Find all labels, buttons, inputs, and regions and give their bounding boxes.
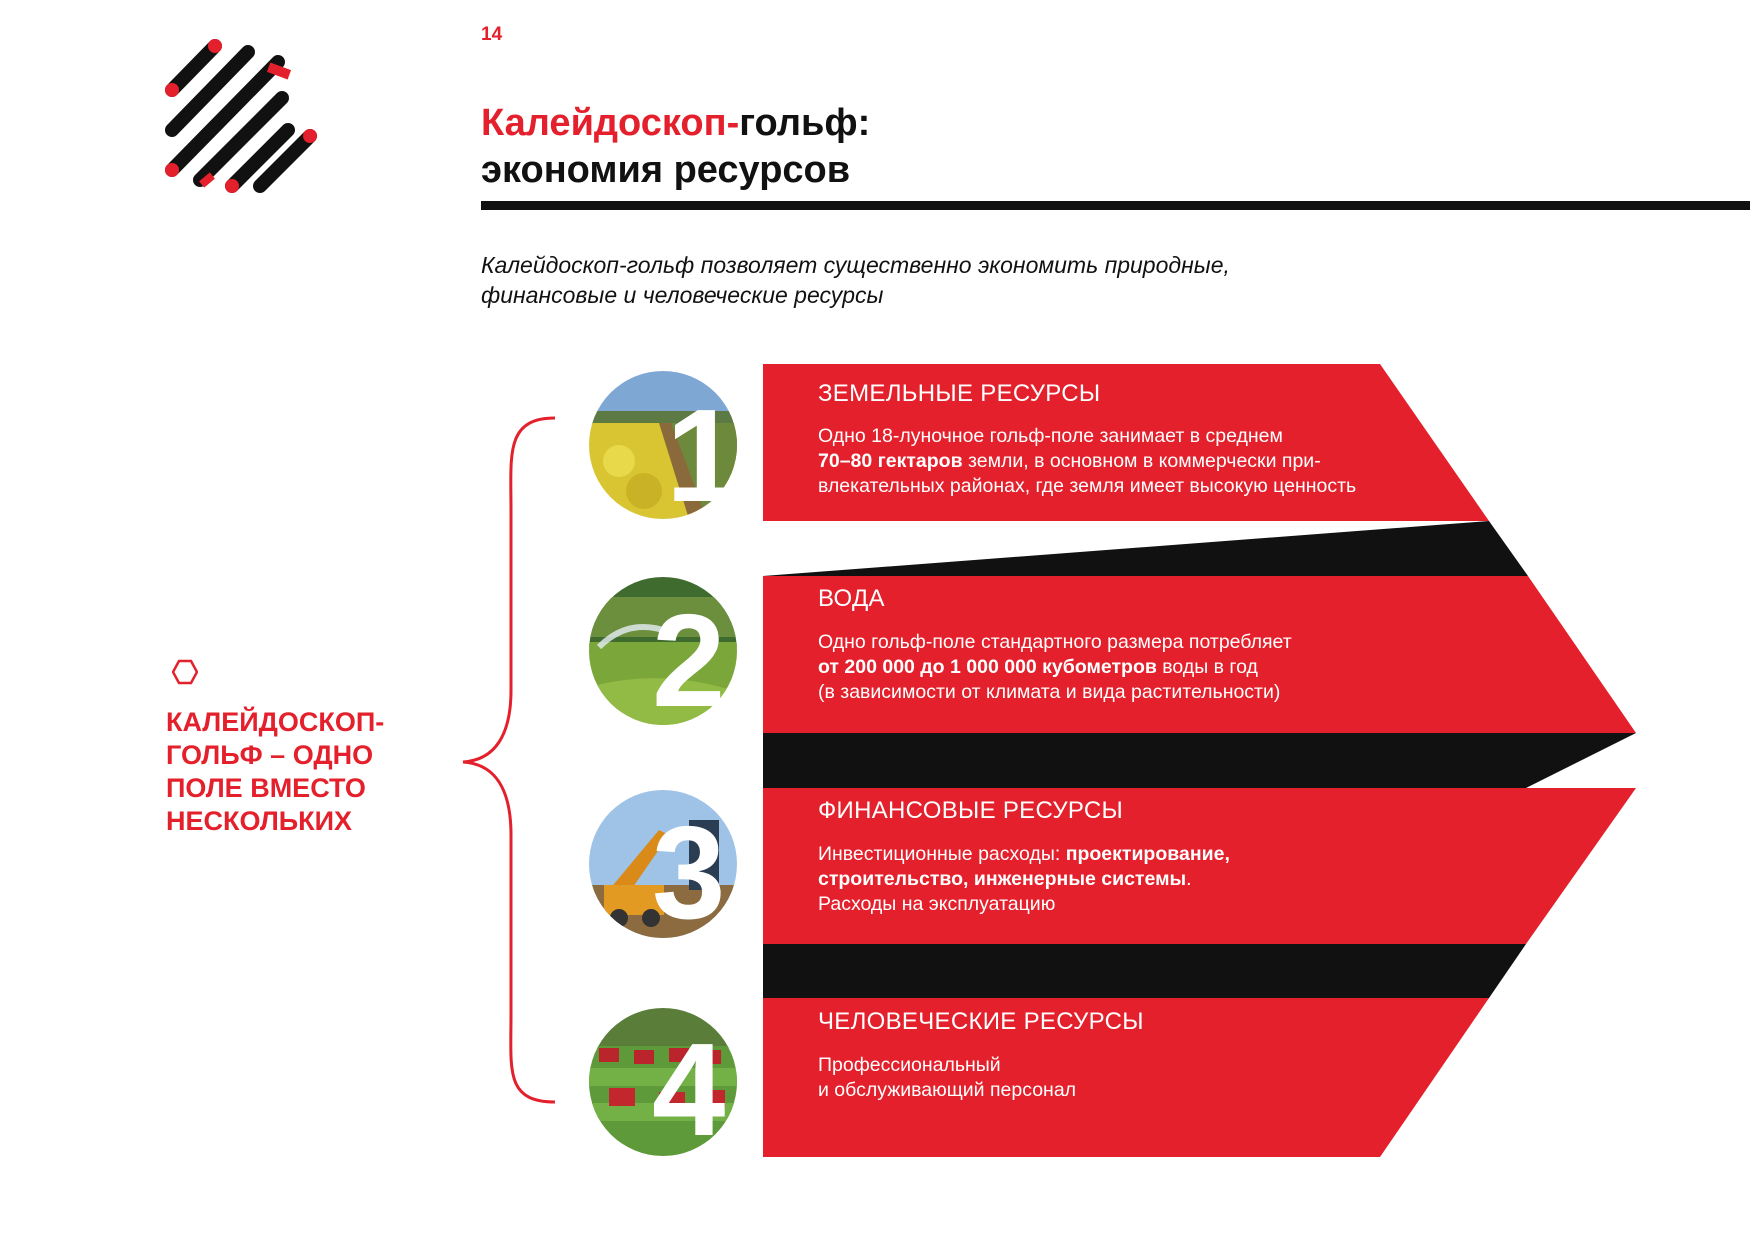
side-callout-line-2: ГОЛЬФ – ОДНО	[166, 740, 374, 770]
subtitle-line-2: финансовые и человеческие ресурсы	[481, 282, 884, 308]
resource-text-people	[818, 1053, 1458, 1103]
side-callout-line-4: НЕСКОЛЬКИХ	[166, 806, 353, 836]
resource-number-1: 1	[666, 382, 740, 529]
side-callout-line-3: ПОЛЕ ВМЕСТО	[166, 773, 366, 803]
title-line-2: экономия ресурсов	[481, 149, 851, 191]
side-callout-line-1: КАЛЕЙДОСКОП-	[166, 707, 385, 737]
resource-text-water	[818, 630, 1458, 705]
resource-number-2: 2	[652, 587, 726, 734]
land-line-2: земли, в основном в коммерчески при-	[962, 450, 1321, 472]
subtitle-line-1: Калейдоскоп-гольф позволяет существенно экономить природные,	[481, 252, 1230, 278]
resource-number-3: 3	[652, 799, 726, 946]
resource-number-4: 4	[652, 1016, 726, 1163]
resource-title-land: ЗЕМЕЛЬНЫЕ РЕСУРСЫ	[818, 380, 1101, 407]
page-number: 14	[481, 24, 503, 45]
resource-text-land	[818, 424, 1458, 499]
finance-highlight-2: строительство, инженерные системы	[818, 868, 1187, 890]
resource-title-people: ЧЕЛОВЕЧЕСКИЕ РЕСУРСЫ	[818, 1008, 1144, 1035]
water-line-1: Одно гольф-поле стандартного размера потребляет	[818, 631, 1292, 653]
water-line-2: воды в год	[1156, 656, 1258, 678]
finance-line-2: .	[1186, 868, 1192, 890]
title-accent: Калейдоскоп-	[481, 102, 740, 144]
finance-line-1: Инвестиционные расходы:	[818, 843, 1066, 865]
people-line-1: Профессиональный	[818, 1054, 1001, 1076]
water-line-3: (в зависимости от климата и вида растительности)	[818, 681, 1281, 703]
resource-text-finance	[818, 842, 1458, 917]
resource-title-finance: ФИНАНСОВЫЕ РЕСУРСЫ	[818, 797, 1124, 824]
people-line-2: и обслуживающий персонал	[818, 1079, 1077, 1101]
finance-highlight-1: проектирование,	[1065, 843, 1230, 865]
resource-title-water: ВОДА	[818, 585, 885, 612]
finance-line-3: Расходы на эксплуатацию	[818, 893, 1056, 915]
water-highlight: от 200 000 до 1 000 000 кубометров	[818, 656, 1157, 678]
land-line-3: влекательных районах, где земля имеет высокую ценность	[818, 475, 1357, 497]
land-highlight: 70–80 гектаров	[818, 450, 963, 472]
title-rest: гольф:	[739, 102, 871, 144]
land-line-1: Одно 18-луночное гольф-поле занимает в среднем	[818, 425, 1283, 447]
